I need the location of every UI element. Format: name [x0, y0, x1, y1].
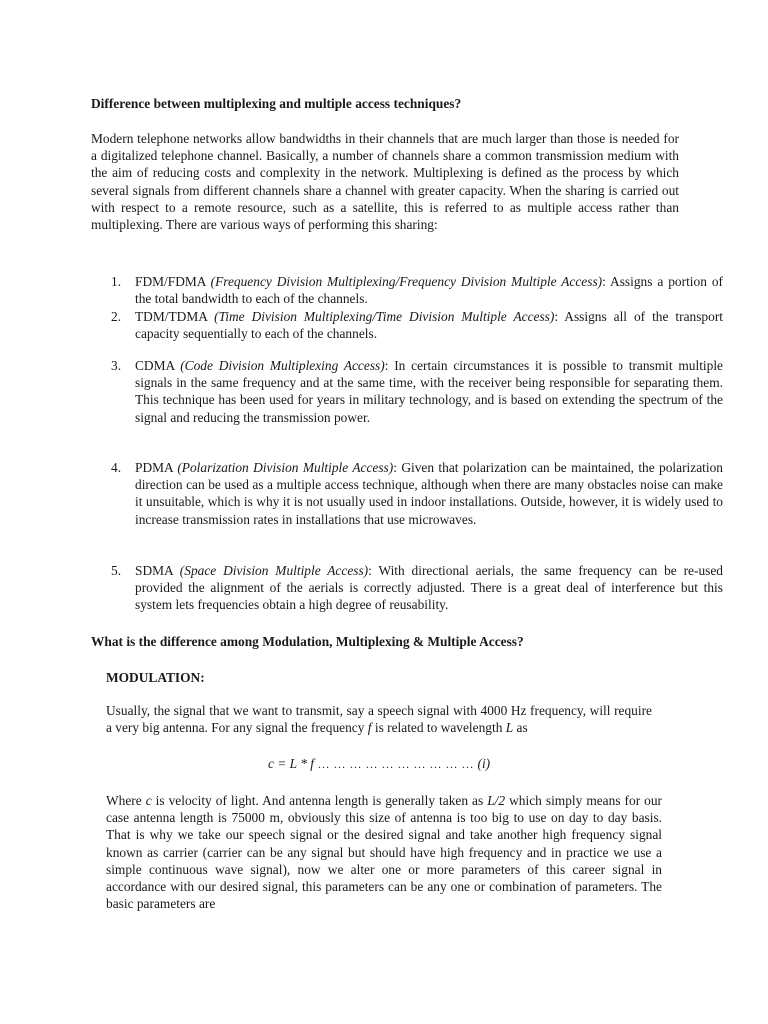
list-term: CDMA [135, 358, 181, 373]
list-description: : Given that polarization can be maintained, the polarization direction can be used as a multiple access technique, although when there are many obstacles noise can make it unsuitable, which is why it is not usually used in indoor installations. Outside, however, it is widely used to increase transmission rates in installations that use microwaves. [135, 460, 723, 527]
list-number: 2. [111, 309, 122, 324]
symbol-c: c [145, 793, 152, 808]
list-term-expansion: (Code Division Multiplexing Access) [180, 358, 385, 373]
text-run: which simply means for our case antenna length is 75000 m, obviously this size of antenna is too big to use on day to day basis. That is why we take our speech signal or the desired signal and take another high frequency signal known as carrier (carrier can be any signal but should have high frequency and in practice we use a simple continuous wave signal), now we alter one or more parameters of this career signal in accordance with our desired signal, this parameters can be any one or combination of parameters. The basic parameters are [106, 793, 663, 912]
equation-formula: c = L * f [268, 756, 314, 771]
list-item [91, 273, 723, 307]
list-description: : With directional aerials, the same frequency can be re-used provided the alignment of the aerials is correctly adjusted. There is a great deal of interference but this system lets frequencies obtain a high degree of reusability. [135, 563, 724, 613]
equation-leader-dots: … … … … … … … … … … [314, 757, 478, 771]
symbol-l: L [505, 720, 514, 736]
text-run: is related to wavelength [371, 720, 506, 736]
modulation-paragraph-2 [106, 792, 662, 912]
list-term-expansion: (Time Division Multiplexing/Time Division Multiple Access) [214, 309, 555, 324]
list-description: : In certain circumstances it is possible to transmit multiple signals in the same frequency and at the same time, with the receiver being responsible for separating them. This technique has been used for years in military technology, and is based on extending the spectrum of the signal and reducing the transmission power. [135, 358, 723, 425]
intro-paragraph: Modern telephone networks allow bandwidths in their channels that are much larger than those is needed for a digitalized telephone channel. Basically, a number of channels share a common transmission medium with the aim of reducing costs and complexity in the network. Multiplexing is defined as the process by which several signals from different channels share a channel with greater capacity. When the sharing is carried out with respect to a remote resource, such as a satellite, this is referred to as multiple access rather than multiplexing. There are various ways of performing this sharing: [91, 131, 679, 233]
list-item [91, 308, 723, 342]
list-number: 5. [111, 563, 122, 578]
text-run: Usually, the signal that we want to transmit, say a speech signal with 4000 Hz frequency, will require a very big antenna. For any signal the frequency [106, 703, 652, 736]
list-term: SDMA [135, 563, 180, 578]
list-description: : Assigns all of the transport capacity sequentially to each of the channels. [135, 309, 723, 342]
list-term-expansion: (Polarization Division Multiple Access) [177, 460, 394, 475]
equation [268, 755, 568, 773]
list-term-expansion: (Space Division Multiple Access) [179, 563, 369, 578]
list-number: 4. [111, 460, 122, 475]
text-run: is velocity of light. And antenna length is generally taken as [151, 793, 488, 808]
list-description: : Assigns a portion of the total bandwidth to each of the channels. [135, 274, 723, 307]
symbol-f: f [367, 720, 372, 736]
list-term: TDM/TDMA [135, 309, 215, 324]
list-number: 1. [111, 274, 122, 289]
list-item [91, 459, 723, 528]
list-number: 3. [111, 358, 122, 373]
equation-number: (i) [477, 756, 491, 771]
list-term: FDM/FDMA [135, 274, 211, 289]
subsection-heading-modulation: MODULATION: [106, 670, 205, 685]
section-heading-modulation-question: What is the difference among Modulation, Multiplexing & Multiple Access? [91, 634, 524, 649]
modulation-paragraph-1 [106, 702, 652, 736]
list-item [91, 562, 723, 614]
list-item [91, 357, 723, 426]
text-run: as [513, 720, 528, 736]
list-term: PDMA [135, 460, 178, 475]
list-term-expansion: (Frequency Division Multiplexing/Frequency Division Multiple Access) [210, 274, 603, 289]
text-run: Where [106, 793, 146, 808]
symbol-l-half: L/2 [487, 793, 506, 808]
section-heading-multiplexing: Difference between multiplexing and multiple access techniques? [91, 96, 462, 111]
